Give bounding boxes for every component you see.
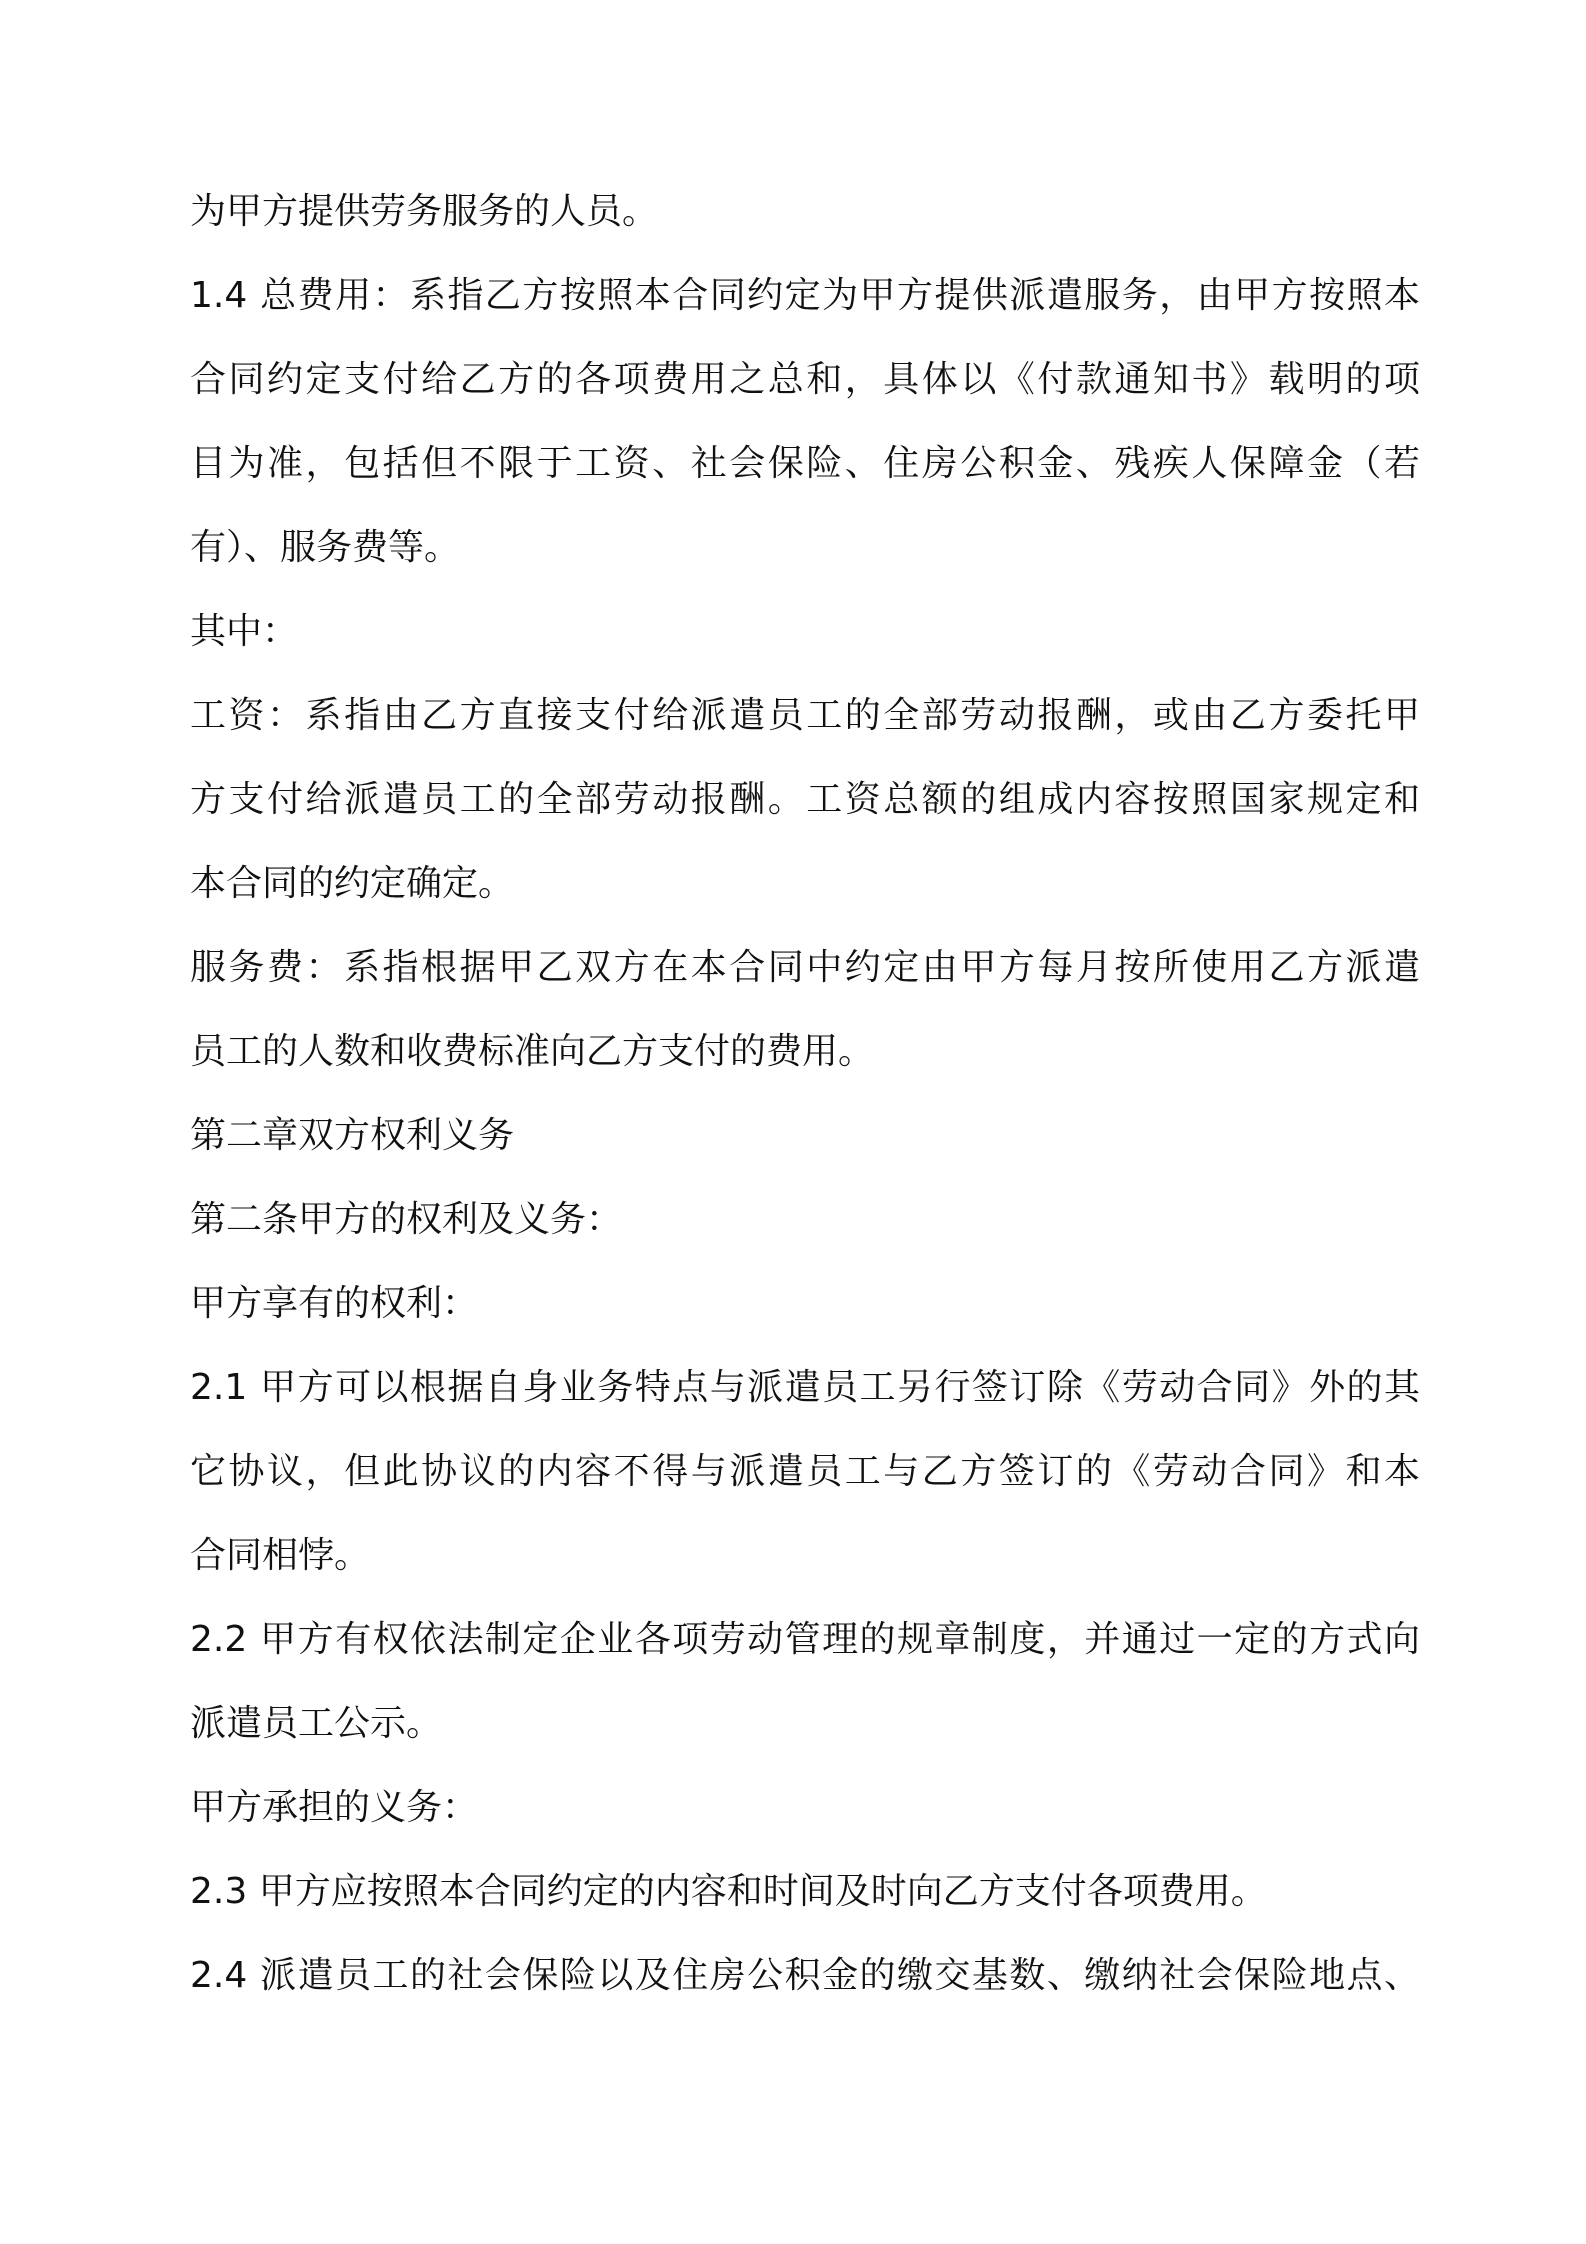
text-line: 甲方享有的权利： — [190, 1283, 479, 1324]
article-heading: 第二条甲方的权利及义务： — [190, 1199, 623, 1240]
text-line: 2.1 甲方可以根据自身业务特点与派遣员工另行签订除《劳动合同》外的其 — [190, 1367, 1420, 1408]
text-line: 目为准，包括但不限于工资、社会保险、住房公积金、残疾人保障金（若 — [190, 443, 1420, 484]
text-line: 它协议，但此协议的内容不得与派遣员工与乙方签订的《劳动合同》和本 — [190, 1451, 1420, 1492]
text-line: 1.4 总费用：系指乙方按照本合同约定为甲方提供派遣服务，由甲方按照本 — [190, 275, 1420, 316]
text-line: 2.4 派遣员工的社会保险以及住房公积金的缴交基数、缴纳社会保险地点、 — [190, 1955, 1420, 1996]
text-line: 其中： — [190, 611, 299, 652]
text-line: 有）、服务费等。 — [190, 527, 461, 568]
text-line: 服务费：系指根据甲乙双方在本合同中约定由甲方每月按所使用乙方派遣 — [190, 947, 1420, 988]
text-line: 方支付给派遣员工的全部劳动报酬。工资总额的组成内容按照国家规定和 — [190, 779, 1420, 820]
text-line: 本合同的约定确定。 — [190, 863, 515, 904]
text-line: 员工的人数和收费标准向乙方支付的费用。 — [190, 1031, 875, 1072]
text-line: 合同约定支付给乙方的各项费用之总和，具体以《付款通知书》载明的项 — [190, 359, 1420, 400]
chapter-heading: 第二章双方权利义务 — [190, 1115, 515, 1156]
text-line: 2.2 甲方有权依法制定企业各项劳动管理的规章制度，并通过一定的方式向 — [190, 1619, 1420, 1660]
text-line: 工资：系指由乙方直接支付给派遣员工的全部劳动报酬，或由乙方委托甲 — [190, 695, 1420, 736]
text-line: 2.3 甲方应按照本合同约定的内容和时间及时向乙方支付各项费用。 — [190, 1871, 1267, 1912]
text-line: 为甲方提供劳务服务的人员。 — [190, 191, 659, 232]
text-line: 派遣员工公示。 — [190, 1703, 443, 1744]
document-page — [190, 170, 1420, 2018]
text-line: 甲方承担的义务： — [190, 1787, 479, 1828]
text-line: 合同相悖。 — [190, 1535, 371, 1576]
